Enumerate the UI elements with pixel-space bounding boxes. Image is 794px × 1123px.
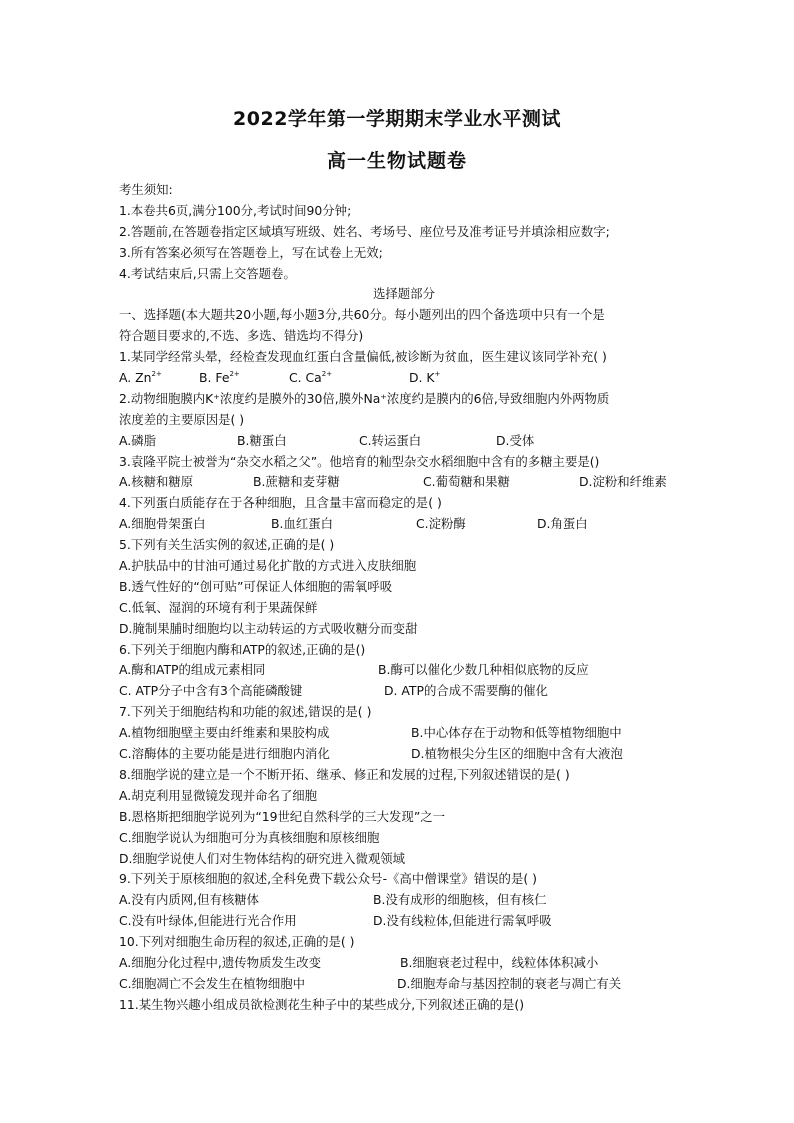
option-d: D.细胞学说使人们对生物体结构的研究进入微观领域 <box>119 850 406 866</box>
option-b: B.酶可以催化少数几种相似底物的反应 <box>378 662 589 678</box>
option-c: C.溶酶体的主要功能是进行细胞内消化 <box>119 746 330 762</box>
option-b: B. $Fe^{2+}$ <box>199 370 240 386</box>
question-stem: 1.某同学经常头晕，经检查发现血红蛋白含量偏低,被诊断为贫血，医生建议该同学补充( ) <box>119 349 607 365</box>
option-a: A.核糖和糖原 <box>119 474 194 490</box>
question-stem: 浓度差的主要原因是( ) <box>119 411 245 427</box>
option-a: A.胡克利用显微镜发现并命名了细胞 <box>119 787 318 803</box>
option-a: A.酶和ATP的组成元素相同 <box>119 662 266 678</box>
option-a: A.植物细胞壁主要由纤维素和果胶构成 <box>119 725 330 741</box>
question-stem: 8.细胞学说的建立是一个不断开拓、继承、修正和发展的过程,下列叙述错误的是( ) <box>119 766 570 782</box>
question-stem: 11.某生物兴趣小组成员欲检测花生种子中的某些成分,下列叙述正确的是() <box>119 996 525 1012</box>
option-b: B.血红蛋白 <box>271 516 334 532</box>
option-b: B.中心体存在于动物和低等植物细胞中 <box>411 725 622 741</box>
option-d: D.细胞寿命与基因控制的衰老与凋亡有关 <box>397 975 622 991</box>
option-c: C.细胞学说认为细胞可分为真核细胞和原核细胞 <box>119 829 380 845</box>
section-intro: 一、选择题(本大题共20小题,每小题3分,共60分。每小题列出的四个备选项中只有一个是 <box>119 307 605 323</box>
question-options <box>119 953 689 974</box>
option-b: B.没有成形的细胞核，但有核仁 <box>373 892 547 908</box>
option-c: C.转运蛋白 <box>359 432 422 448</box>
option-d: D.没有线粒体,但能进行需氧呼吸 <box>373 913 552 929</box>
question-stem: 3.袁隆平院士被誉为“杂交水稻之父”。他培育的籼型杂交水稻细胞中含有的多糖主要是() <box>119 453 600 469</box>
option-c: C.低氧、湿润的环境有利于果蔬保鲜 <box>119 599 318 615</box>
option-d: D.植物根尖分生区的细胞中含有大液泡 <box>411 746 623 762</box>
option-d: D.受体 <box>496 432 535 448</box>
question-options <box>119 514 689 535</box>
option-b: B.透气性好的“创可贴”可保证人体细胞的需氧呼吸 <box>119 578 393 594</box>
exam-subtitle: 高一生物试题卷 <box>326 150 467 172</box>
question-options <box>119 911 689 932</box>
option-c: C.淀粉酶 <box>416 516 466 532</box>
option-c: C.葡萄糖和果糖 <box>423 474 510 490</box>
question-stem: 6.下列关于细胞内酶和ATP的叙述,正确的是() <box>119 641 366 657</box>
notice-item: 1.本卷共6页,满分100分,考试时间90分钟; <box>119 202 352 218</box>
question-stem: 4.下列蛋白质能存在于各种细胞，且含量丰富而稳定的是( ) <box>119 495 442 511</box>
option-d: D.角蛋白 <box>537 516 588 532</box>
option-b: B.恩格斯把细胞学说列为“19世纪自然科学的三大发现”之一 <box>119 808 446 824</box>
question-options <box>119 681 689 702</box>
option-c: C.细胞凋亡不会发生在植物细胞中 <box>119 975 306 991</box>
question-stem: 2.动物细胞膜内K⁺浓度约是膜外的30倍,膜外Na⁺浓度约是膜内的6倍,导致细胞内外两物质 <box>119 390 610 406</box>
section-intro: 符合题目要求的,不选、多选、错选均不得分) <box>119 328 364 344</box>
option-d: D. K+ <box>409 370 441 386</box>
option-a: A.细胞分化过程中,遗传物质发生改变 <box>119 954 321 970</box>
option-d: D. ATP的合成不需要酶的催化 <box>384 683 548 699</box>
question-options <box>119 368 689 389</box>
option-b: B.细胞衰老过程中，线粒体体积减小 <box>400 954 599 970</box>
option-a: A. $Zn^{2+}$ <box>119 370 162 386</box>
question-options <box>119 890 689 911</box>
question-options <box>119 660 689 681</box>
option-b: B.蔗糖和麦芽糖 <box>253 474 340 490</box>
question-options <box>119 744 689 765</box>
question-options <box>119 723 689 744</box>
option-d: D.腌制果脯时细胞均以主动转运的方式吸收糖分而变甜 <box>119 620 418 636</box>
exam-body <box>119 180 689 1016</box>
notice-item: 2.答题前,在答题卷指定区域填写班级、姓名、考场号、座位号及准考证号并填涂相应数字; <box>119 223 610 239</box>
question-options <box>119 431 689 452</box>
question-stem: 10.下列对细胞生命历程的叙述,正确的是( ) <box>119 934 355 950</box>
notice-item: 4.考试结束后,只需上交答题卷。 <box>119 265 296 281</box>
question-options <box>119 472 689 493</box>
notice-item: 3.所有答案必须写在答题卷上，写在试卷上无效; <box>119 244 383 260</box>
notice-heading: 考生须知: <box>119 182 173 197</box>
option-b: B.糖蛋白 <box>237 432 287 448</box>
option-c: C.没有叶绿体,但能进行光合作用 <box>119 913 297 929</box>
option-a: A.没有内质网,但有核糖体 <box>119 892 260 908</box>
option-a: A.细胞骨架蛋白 <box>119 516 206 532</box>
question-options <box>119 974 689 995</box>
option-a: A.护肤品中的甘油可通过易化扩散的方式进入皮肤细胞 <box>119 558 417 574</box>
question-stem: 9.下列关于原核细胞的叙述,全科免费下载公众号-《高中僧课堂》错误的是( ) <box>119 871 537 887</box>
exam-title: 2022学年第一学期期末学业水平测试 <box>233 108 561 130</box>
question-stem: 7.下列关于细胞结构和功能的叙述,错误的是( ) <box>119 704 372 720</box>
option-d: D.淀粉和纤维素 <box>579 474 667 490</box>
section-title: 选择题部分 <box>373 286 435 302</box>
question-stem: 5.下列有关生活实例的叙述,正确的是( ) <box>119 537 335 553</box>
option-a: A.磷脂 <box>119 432 156 448</box>
option-c: C. ATP分子中含有3个高能磷酸键 <box>119 683 303 699</box>
option-c: C. $Ca^{2+}$ <box>289 370 333 386</box>
